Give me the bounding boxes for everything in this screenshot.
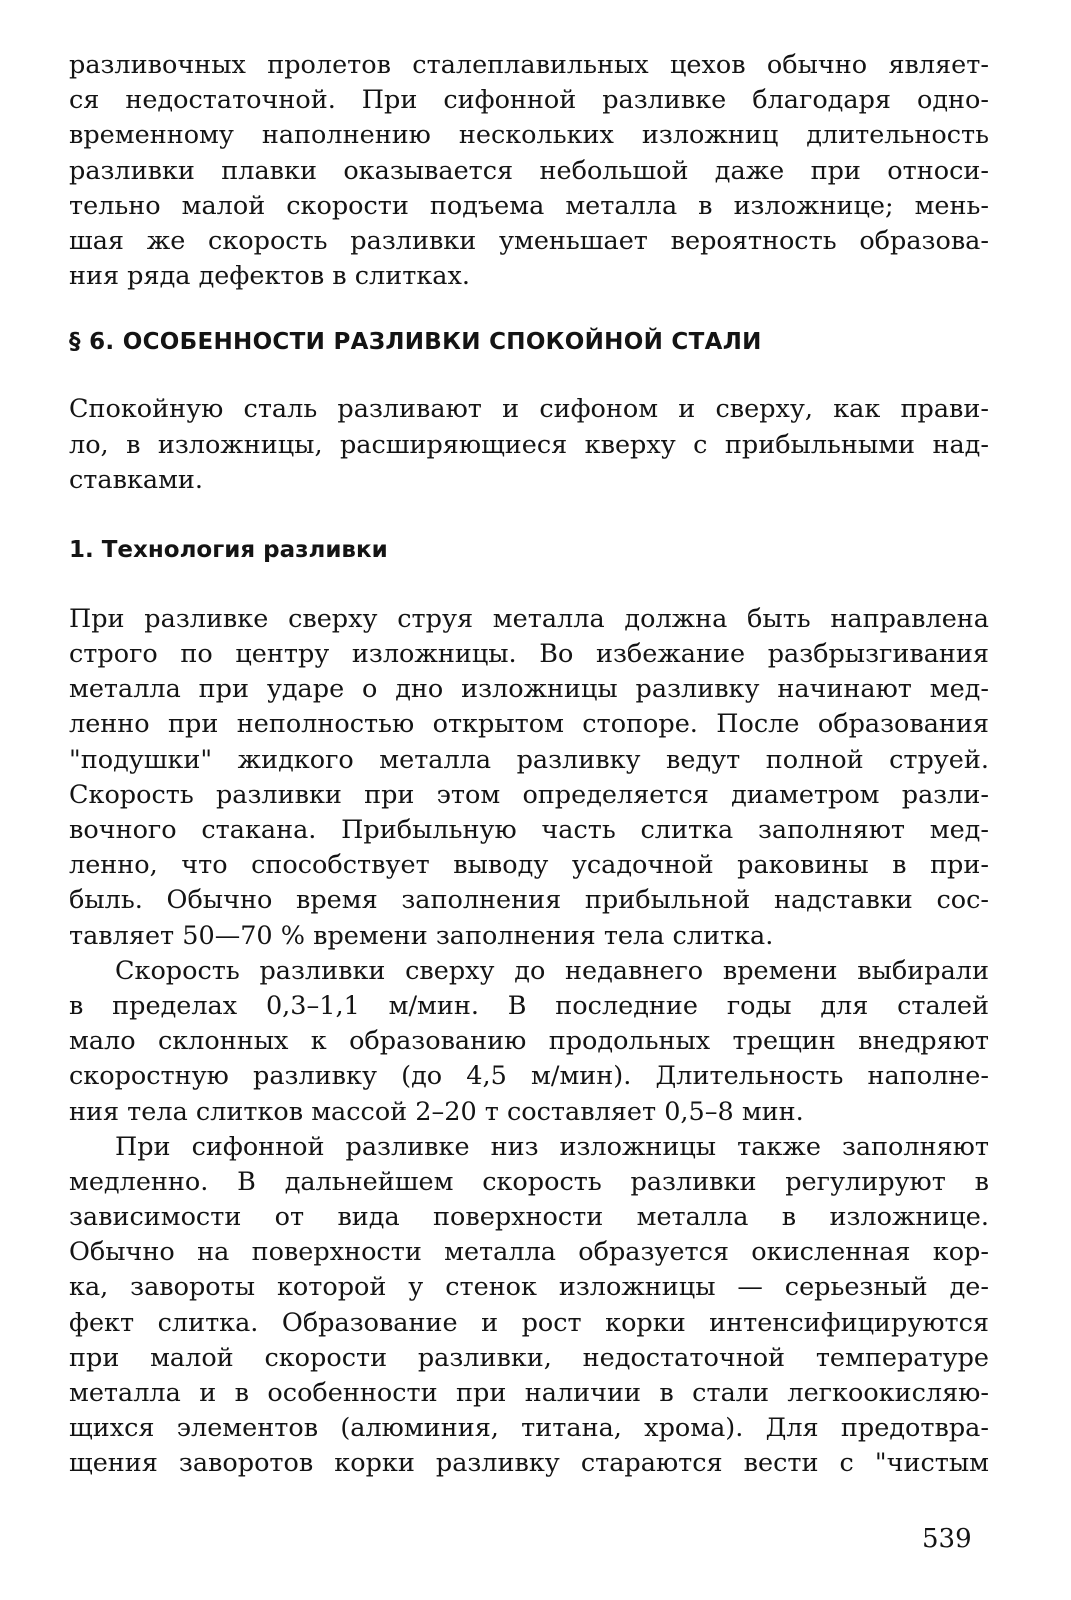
text-line: "подушки" жидкого металла разливку ведут полной струей.	[69, 744, 989, 775]
text-line: ставками.	[69, 464, 204, 495]
text-line: тельно малой скорости подъема металла в изложнице; мень-	[69, 190, 989, 221]
subsection-heading: 1. Технология разливки	[69, 536, 388, 563]
text-line: шая же скорость разливки уменьшает вероятность образова-	[69, 225, 989, 256]
text-line: При разливке сверху струя металла должна быть направлена	[69, 603, 989, 634]
text-line: ся недостаточной. При сифонной разливке благодаря одно-	[69, 85, 989, 116]
text-line: строго по центру изложницы. Во избежание разбрызгивания	[69, 639, 989, 670]
paragraph-top-pouring	[69, 602, 989, 954]
text-line: в пределах 0,3–1,1 м/мин. В последние годы для сталей	[69, 990, 989, 1021]
text-line: мало склонных к образованию продольных трещин внедряют	[69, 1026, 989, 1057]
text-line: ло, в изложницы, расширяющиеся кверху с прибыльными над-	[69, 429, 989, 460]
text-line: ленно, что способствует выводу усадочной раковины в при-	[69, 850, 989, 881]
text-line: разливочных пролетов сталеплавильных цехов обычно являет-	[69, 50, 989, 80]
text-line: ния ряда дефектов в слитках.	[69, 261, 470, 292]
text-line: временному наполнению нескольких изложниц длительность	[69, 120, 989, 151]
text-line: металла и в особенности при наличии в стали легкоокисляю-	[69, 1378, 989, 1408]
text-line: Обычно на поверхности металла образуется окисленная кор-	[69, 1237, 989, 1268]
text-line: скоростную разливку (до 4,5 м/мин). Длительность наполне-	[69, 1061, 989, 1092]
text-line: вочного стакана. Прибыльную часть слитка заполняют мед-	[69, 815, 989, 845]
text-line: быль. Обычно время заполнения прибыльной надставки сос-	[69, 885, 989, 916]
text-line: Спокойную сталь разливают и сифоном и сверху, как прави-	[69, 394, 989, 425]
section-heading: § 6. ОСОБЕННОСТИ РАЗЛИВКИ СПОКОЙНОЙ СТАЛИ	[69, 329, 762, 356]
text-line: Скорость разливки сверху до недавнего времени выбирали	[115, 955, 989, 986]
text-line: ка, завороты которой у стенок изложницы — серьезный де-	[69, 1272, 989, 1303]
text-line: разливки плавки оказывается небольшой даже при относи-	[69, 155, 989, 186]
text-line: ленно при неполностью открытом стопоре. После образования	[69, 709, 989, 740]
text-line: зависимости от вида поверхности металла в изложнице.	[69, 1202, 989, 1233]
text-line: при малой скорости разливки, недостаточной температуре	[69, 1342, 989, 1373]
text-line: При сифонной разливке низ изложницы также заполняют	[115, 1131, 989, 1162]
text-line: фект слитка. Образование и рост корки интенсифицируются	[69, 1307, 989, 1338]
text-line: тавляет 50—70 % времени заполнения тела слитка.	[69, 920, 774, 951]
text-line: Скорость разливки при этом определяется диаметром разли-	[69, 779, 989, 810]
text-line: ния тела слитков массой 2–20 т составляет 0,5–8 мин.	[69, 1096, 804, 1127]
paragraph-siphon-pouring	[69, 1130, 989, 1482]
page-body	[69, 48, 989, 1482]
text-line: щения заворотов корки разливку стараются вести с "чистым	[69, 1448, 989, 1479]
text-line: металла при ударе о дно изложницы разливку начинают мед-	[69, 674, 989, 705]
section-paragraph	[69, 392, 989, 498]
text-line: щихся элементов (алюминия, титана, хрома). Для предотвра-	[69, 1413, 989, 1444]
paragraph-pouring-speed	[69, 954, 989, 1130]
text-line: медленно. В дальнейшем скорость разливки регулируют в	[69, 1166, 989, 1197]
page-number: 539	[922, 1524, 972, 1554]
intro-paragraph	[69, 48, 989, 294]
